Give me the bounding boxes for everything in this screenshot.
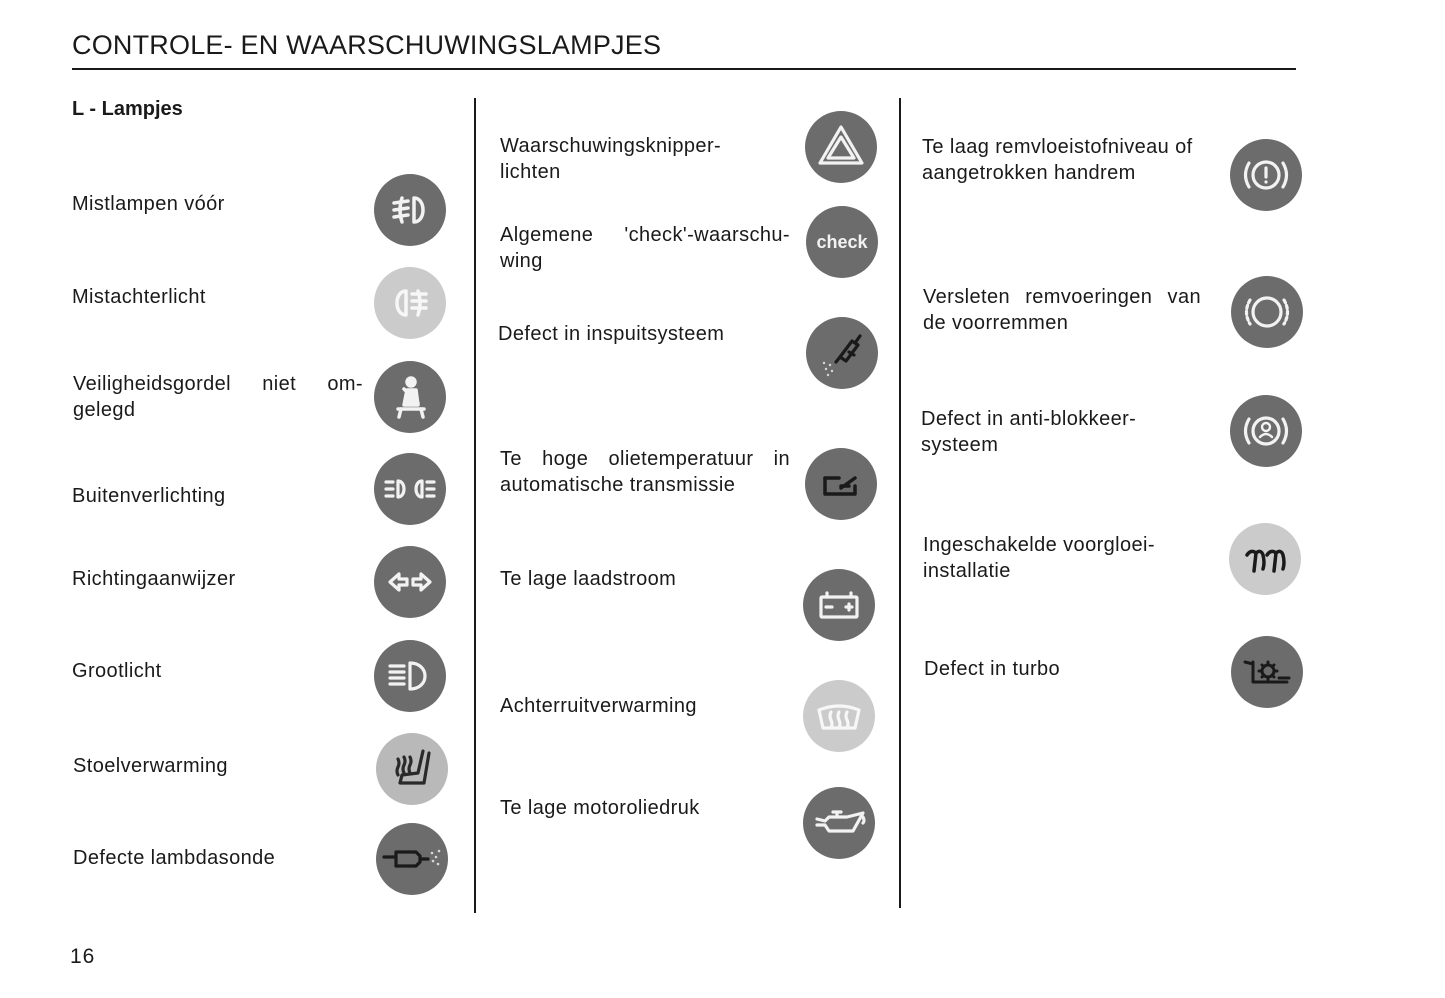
- brake-warning-icon: [1230, 139, 1302, 211]
- high-beam-label: Grootlicht: [72, 660, 162, 682]
- front-fog-lamp-icon: [374, 174, 446, 246]
- front-fog-lamp-label: Mistlampen vóór: [72, 193, 225, 215]
- battery-icon: [803, 569, 875, 641]
- brake-pad-wear-icon: [1231, 276, 1303, 348]
- rear-window-heating-icon: [803, 680, 875, 752]
- oil-pressure-label: Te lage motoroliedruk: [500, 797, 700, 819]
- turbo-label: Defect in turbo: [924, 658, 1061, 680]
- seatbelt-label-line1: Veiligheidsgordel niet om-: [73, 373, 363, 395]
- check-icon-text: check: [816, 232, 868, 252]
- exterior-lights-label: Buitenverlichting: [72, 485, 226, 507]
- exterior-lights-icon: [374, 453, 446, 525]
- injection-system-label: Defect in inspuitsysteem: [498, 323, 725, 345]
- seatbelt-label-line2: gelegd: [73, 399, 136, 421]
- column-divider-right: [899, 98, 901, 908]
- hazard-warning-label-line1: Waarschuwingsknipper-: [500, 135, 722, 157]
- injection-system-icon: [806, 317, 878, 389]
- rear-window-heating-label: Achterruitverwarming: [500, 695, 697, 717]
- lambda-sensor-icon: [376, 823, 448, 895]
- abs-label-line1: Defect in anti-blokkeer-: [921, 408, 1137, 430]
- check-icon: [806, 206, 878, 278]
- abs-icon: [1230, 395, 1302, 467]
- seat-heating-icon: [376, 733, 448, 805]
- high-beam-icon: [374, 640, 446, 712]
- title-rule: [72, 68, 1296, 70]
- turn-signal-label: Richtingaanwijzer: [72, 568, 236, 590]
- check-warning-label-line1: Algemene 'check'-waarschu-: [500, 224, 790, 246]
- brake-pad-label-line1: Versleten remvoeringen van: [923, 286, 1201, 308]
- glow-plug-label-line1: Ingeschakelde voorgloei-: [923, 534, 1155, 556]
- brake-pad-label-line2: de voorremmen: [923, 312, 1069, 334]
- rear-fog-lamp-label: Mistachterlicht: [72, 286, 206, 308]
- hazard-warning-label-line2: lichten: [500, 161, 561, 183]
- rear-fog-lamp-icon: [374, 267, 446, 339]
- lambda-sensor-label: Defecte lambdasonde: [73, 847, 276, 869]
- transmission-temp-label-line1: Te hoge olietemperatuur in: [500, 448, 790, 470]
- oil-pressure-icon: [803, 787, 875, 859]
- seat-heating-label: Stoelverwarming: [73, 755, 228, 777]
- battery-label: Te lage laadstroom: [500, 568, 677, 590]
- seatbelt-icon: [374, 361, 446, 433]
- abs-label-line2: systeem: [921, 434, 999, 456]
- section-label: L - Lampjes: [72, 98, 183, 120]
- brake-warning-label-line2: aangetrokken handrem: [922, 162, 1136, 184]
- page-number: 16: [70, 945, 96, 968]
- column-divider-left: [474, 98, 476, 913]
- page-title: CONTROLE- EN WAARSCHUWINGSLAMPJES: [72, 30, 662, 60]
- transmission-oil-temperature-icon: [805, 448, 877, 520]
- brake-warning-label-line1: Te laag remvloeistofniveau of: [922, 136, 1193, 158]
- turbo-icon: [1231, 636, 1303, 708]
- check-warning-label-line2: wing: [500, 250, 543, 272]
- glow-plug-icon: [1229, 523, 1301, 595]
- turn-signal-icon: [374, 546, 446, 618]
- transmission-temp-label-line2: automatische transmissie: [500, 474, 736, 496]
- glow-plug-label-line2: installatie: [923, 560, 1011, 582]
- hazard-warning-icon: [805, 111, 877, 183]
